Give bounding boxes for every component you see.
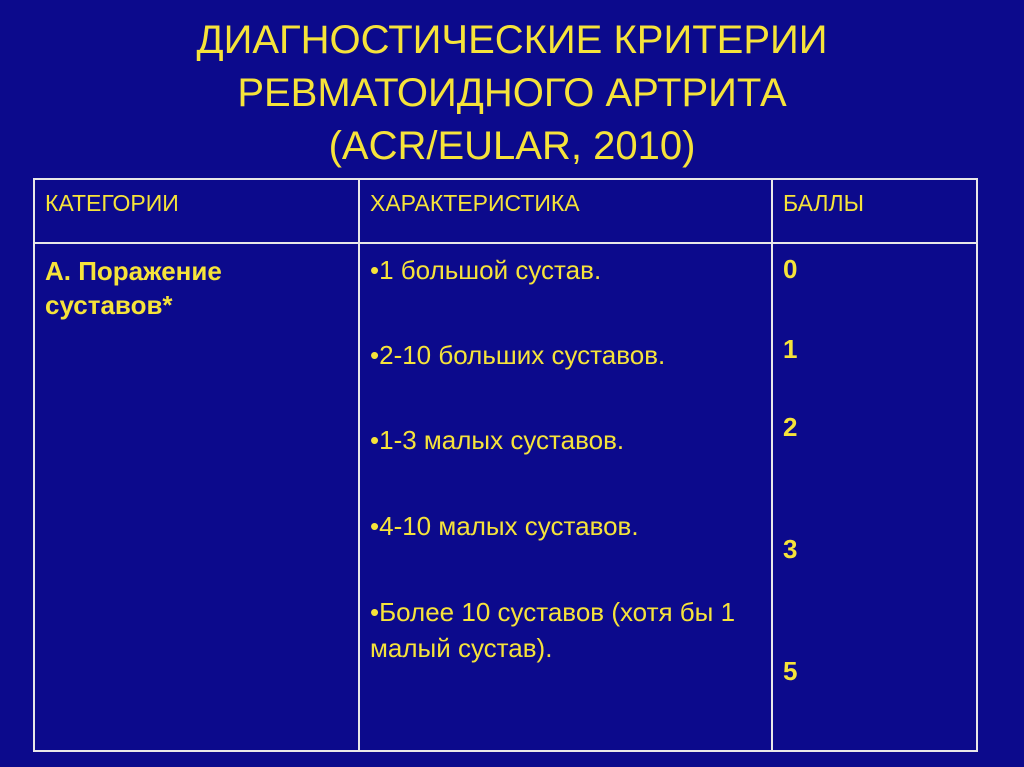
header-points: БАЛЛЫ xyxy=(772,179,977,243)
points-value: 5 xyxy=(783,656,798,686)
characteristic-item: •1 большой сустав. xyxy=(370,255,602,285)
points-value: 2 xyxy=(783,412,798,442)
characteristic-cell xyxy=(359,243,772,751)
points-cell xyxy=(772,243,977,751)
header-category: КАТЕГОРИИ xyxy=(34,179,359,243)
points-value: 1 xyxy=(783,334,798,364)
characteristic-item: •1-3 малых суставов. xyxy=(370,425,625,455)
category-cell: А. Поражение суставов* xyxy=(34,243,359,751)
title-line-1: ДИАГНОСТИЧЕСКИЕ КРИТЕРИИ xyxy=(196,18,828,62)
points-value: 3 xyxy=(783,534,798,564)
title-line-2: РЕВМАТОИДНОГО АРТРИТА xyxy=(237,71,787,115)
header-characteristic: ХАРАКТЕРИСТИКА xyxy=(359,179,772,243)
characteristic-item: •Более 10 суставов (хотя бы 1 малый сустав). xyxy=(370,597,736,663)
slide-title xyxy=(0,14,1024,173)
characteristic-item: •2-10 больших суставов. xyxy=(370,340,666,370)
title-line-3: (ACR/EULAR, 2010) xyxy=(328,124,696,168)
characteristic-item: •4-10 малых суставов. xyxy=(370,511,639,541)
table-row xyxy=(34,243,977,751)
criteria-table xyxy=(33,178,978,752)
points-value: 0 xyxy=(783,254,798,284)
table-header-row xyxy=(34,179,977,243)
